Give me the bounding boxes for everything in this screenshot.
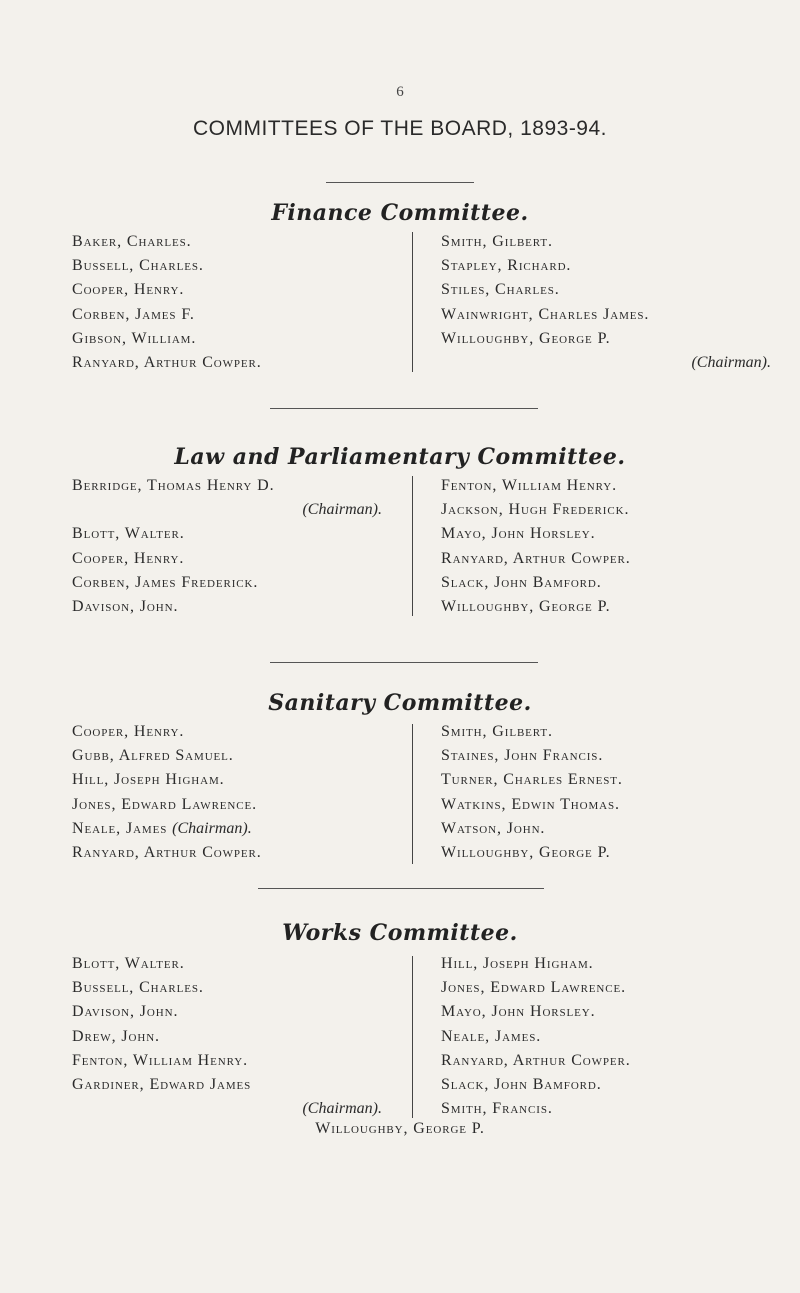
member-name: Ranyard, Arthur Cowper.: [441, 1051, 631, 1069]
column-divider: [412, 956, 413, 1118]
member-name: Wainwright, Charles James.: [441, 305, 650, 323]
member-name: Berridge, Thomas Henry D.: [72, 477, 275, 494]
member-name: Slack, John Bamford.: [441, 1075, 602, 1093]
member-name-with-chair: [72, 817, 382, 841]
member-name: Cooper, Henry.: [72, 281, 185, 299]
member-name: Gibson, William.: [72, 329, 197, 347]
member-name: Bussell, Charles.: [72, 979, 204, 997]
member-name: Jones, Edward Lawrence.: [72, 795, 258, 813]
finance-committee: [0, 198, 800, 376]
works-left-column: [72, 952, 382, 1121]
member-name: Willoughby, George P.: [441, 597, 611, 615]
member-name: Ranyard, Arthur Cowper.: [441, 549, 631, 567]
member-name: Watson, John.: [441, 819, 546, 837]
member-name: Smith, Gilbert.: [441, 723, 553, 740]
member-name: Corben, James F.: [72, 305, 195, 323]
member-name: Smith, Gilbert.: [441, 233, 553, 250]
sanitary-left-column: [72, 720, 382, 865]
member-name: Neale, James: [72, 819, 168, 837]
member-name: Bussell, Charles.: [72, 257, 204, 275]
chairman-note: (Chairman).: [172, 819, 252, 837]
member-name: Turner, Charles Ernest.: [441, 771, 623, 789]
finance-right-column: [441, 230, 771, 375]
column-divider: [412, 476, 413, 616]
member-name: Watkins, Edwin Thomas.: [441, 795, 620, 813]
member-name: Staines, John Francis.: [441, 747, 604, 765]
member-name: Blott, Walter.: [72, 955, 185, 972]
works-right-column: [441, 952, 771, 1121]
member-name: Willoughby, George P.: [441, 329, 611, 347]
works-heading: Works Committee.: [282, 920, 518, 946]
member-name: Mayo, John Horsley.: [441, 1003, 596, 1021]
law-left-column: [72, 474, 382, 619]
works-committee: [0, 918, 800, 1137]
section-divider: [326, 182, 474, 183]
law-parliamentary-committee: [0, 442, 800, 624]
law-right-column: [441, 474, 771, 619]
chairman-note: (Chairman).: [302, 1100, 382, 1118]
section-divider: [270, 408, 538, 409]
member-name: Willoughby, George P.: [315, 1120, 485, 1137]
finance-heading: Finance Committee.: [271, 200, 529, 226]
member-name: Smith, Francis.: [441, 1100, 553, 1118]
law-heading: Law and Parliamentary Committee.: [174, 444, 626, 470]
member-name: Willoughby, George P.: [441, 843, 611, 861]
finance-left-column: [72, 230, 382, 375]
member-name: Fenton, William Henry.: [72, 1051, 248, 1069]
member-name: Davison, John.: [72, 597, 179, 615]
member-name: Hill, Joseph Higham.: [441, 955, 594, 972]
page-title: COMMITTEES OF THE BOARD, 1893-94.: [192, 117, 608, 140]
member-name: Corben, James Frederick.: [72, 573, 259, 591]
member-name: Cooper, Henry.: [72, 549, 185, 567]
chairman-note: (Chairman).: [691, 353, 771, 371]
member-name: Stapley, Richard.: [441, 257, 572, 275]
member-name: Neale, James.: [441, 1027, 542, 1045]
member-name: Blott, Walter.: [72, 525, 185, 543]
section-divider: [258, 888, 544, 889]
member-name: Ranyard, Arthur Cowper.: [72, 353, 262, 371]
sanitary-heading: Sanitary Committee.: [268, 690, 532, 716]
member-name: Slack, John Bamford.: [441, 573, 602, 591]
member-name: Mayo, John Horsley.: [441, 525, 596, 543]
member-name: Stiles, Charles.: [441, 281, 560, 299]
column-divider: [412, 232, 413, 372]
member-name: Hill, Joseph Higham.: [72, 771, 225, 789]
member-name: Drew, John.: [72, 1027, 160, 1045]
member-name: Gardiner, Edward James: [72, 1075, 252, 1093]
member-name: Baker, Charles.: [72, 233, 192, 250]
member-name: Gubb, Alfred Samuel.: [72, 747, 234, 765]
column-divider: [412, 724, 413, 864]
member-name: Ranyard, Arthur Cowper.: [72, 843, 262, 861]
member-name: Jones, Edward Lawrence.: [441, 979, 627, 997]
member-name: Fenton, William Henry.: [441, 477, 617, 494]
chairman-note: (Chairman).: [302, 501, 382, 519]
member-name: Davison, John.: [72, 1003, 179, 1021]
page-number: 6: [396, 84, 404, 100]
sanitary-right-column: [441, 720, 771, 865]
sanitary-committee: [0, 688, 800, 870]
section-divider: [270, 662, 538, 663]
member-name: Jackson, Hugh Frederick.: [441, 501, 630, 519]
member-name: Cooper, Henry.: [72, 723, 185, 740]
